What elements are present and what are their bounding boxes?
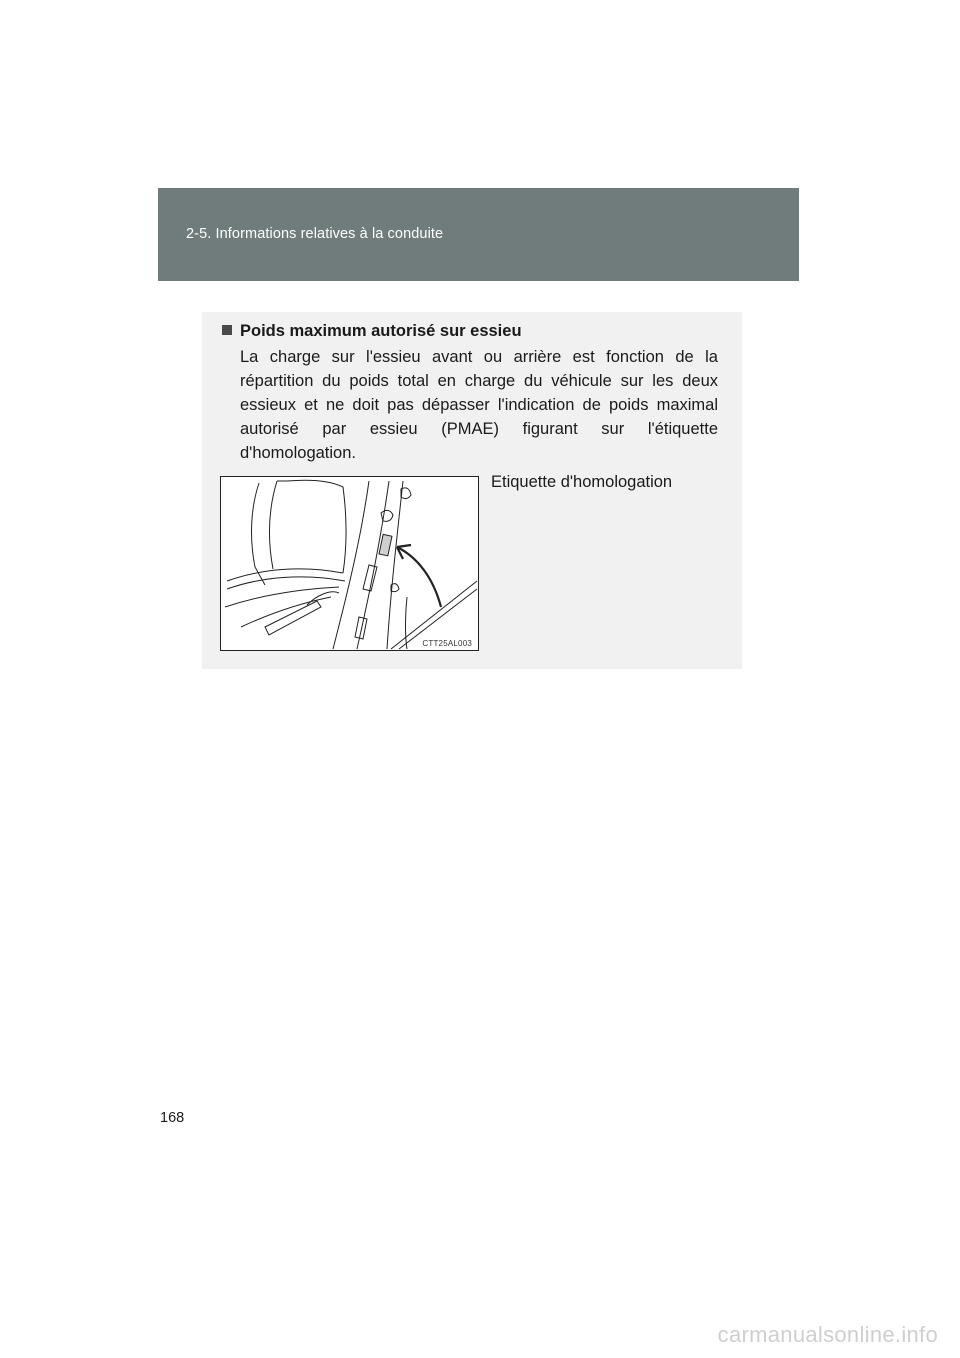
watermark: carmanualsonline.info	[717, 1322, 938, 1347]
door-pillar-label-illustration	[220, 476, 479, 651]
section-title: 2-5. Informations relatives à la conduite	[186, 226, 444, 242]
subsection-heading: Poids maximum autorisé sur essieu	[240, 322, 522, 340]
subsection-heading-row	[222, 322, 522, 341]
figure-code: CTT25AL003	[422, 639, 472, 648]
figure-callout-label: Etiquette d'homologation	[491, 473, 673, 491]
section-header-band	[158, 188, 799, 281]
body-paragraph: La charge sur l'essieu avant ou arrière est fonction de la répartition du poids total en charge du véhicule sur les deux essieux et ne doit pas dépasser l'indication de poids maximal autorisé par essieu (PMAE) figurant sur l'étiquette d'homologation.	[240, 348, 718, 462]
square-bullet-icon	[222, 325, 232, 335]
seat-and-pillar-drawing	[221, 477, 478, 650]
page-number: 168	[160, 1110, 185, 1126]
content-box	[202, 312, 742, 669]
